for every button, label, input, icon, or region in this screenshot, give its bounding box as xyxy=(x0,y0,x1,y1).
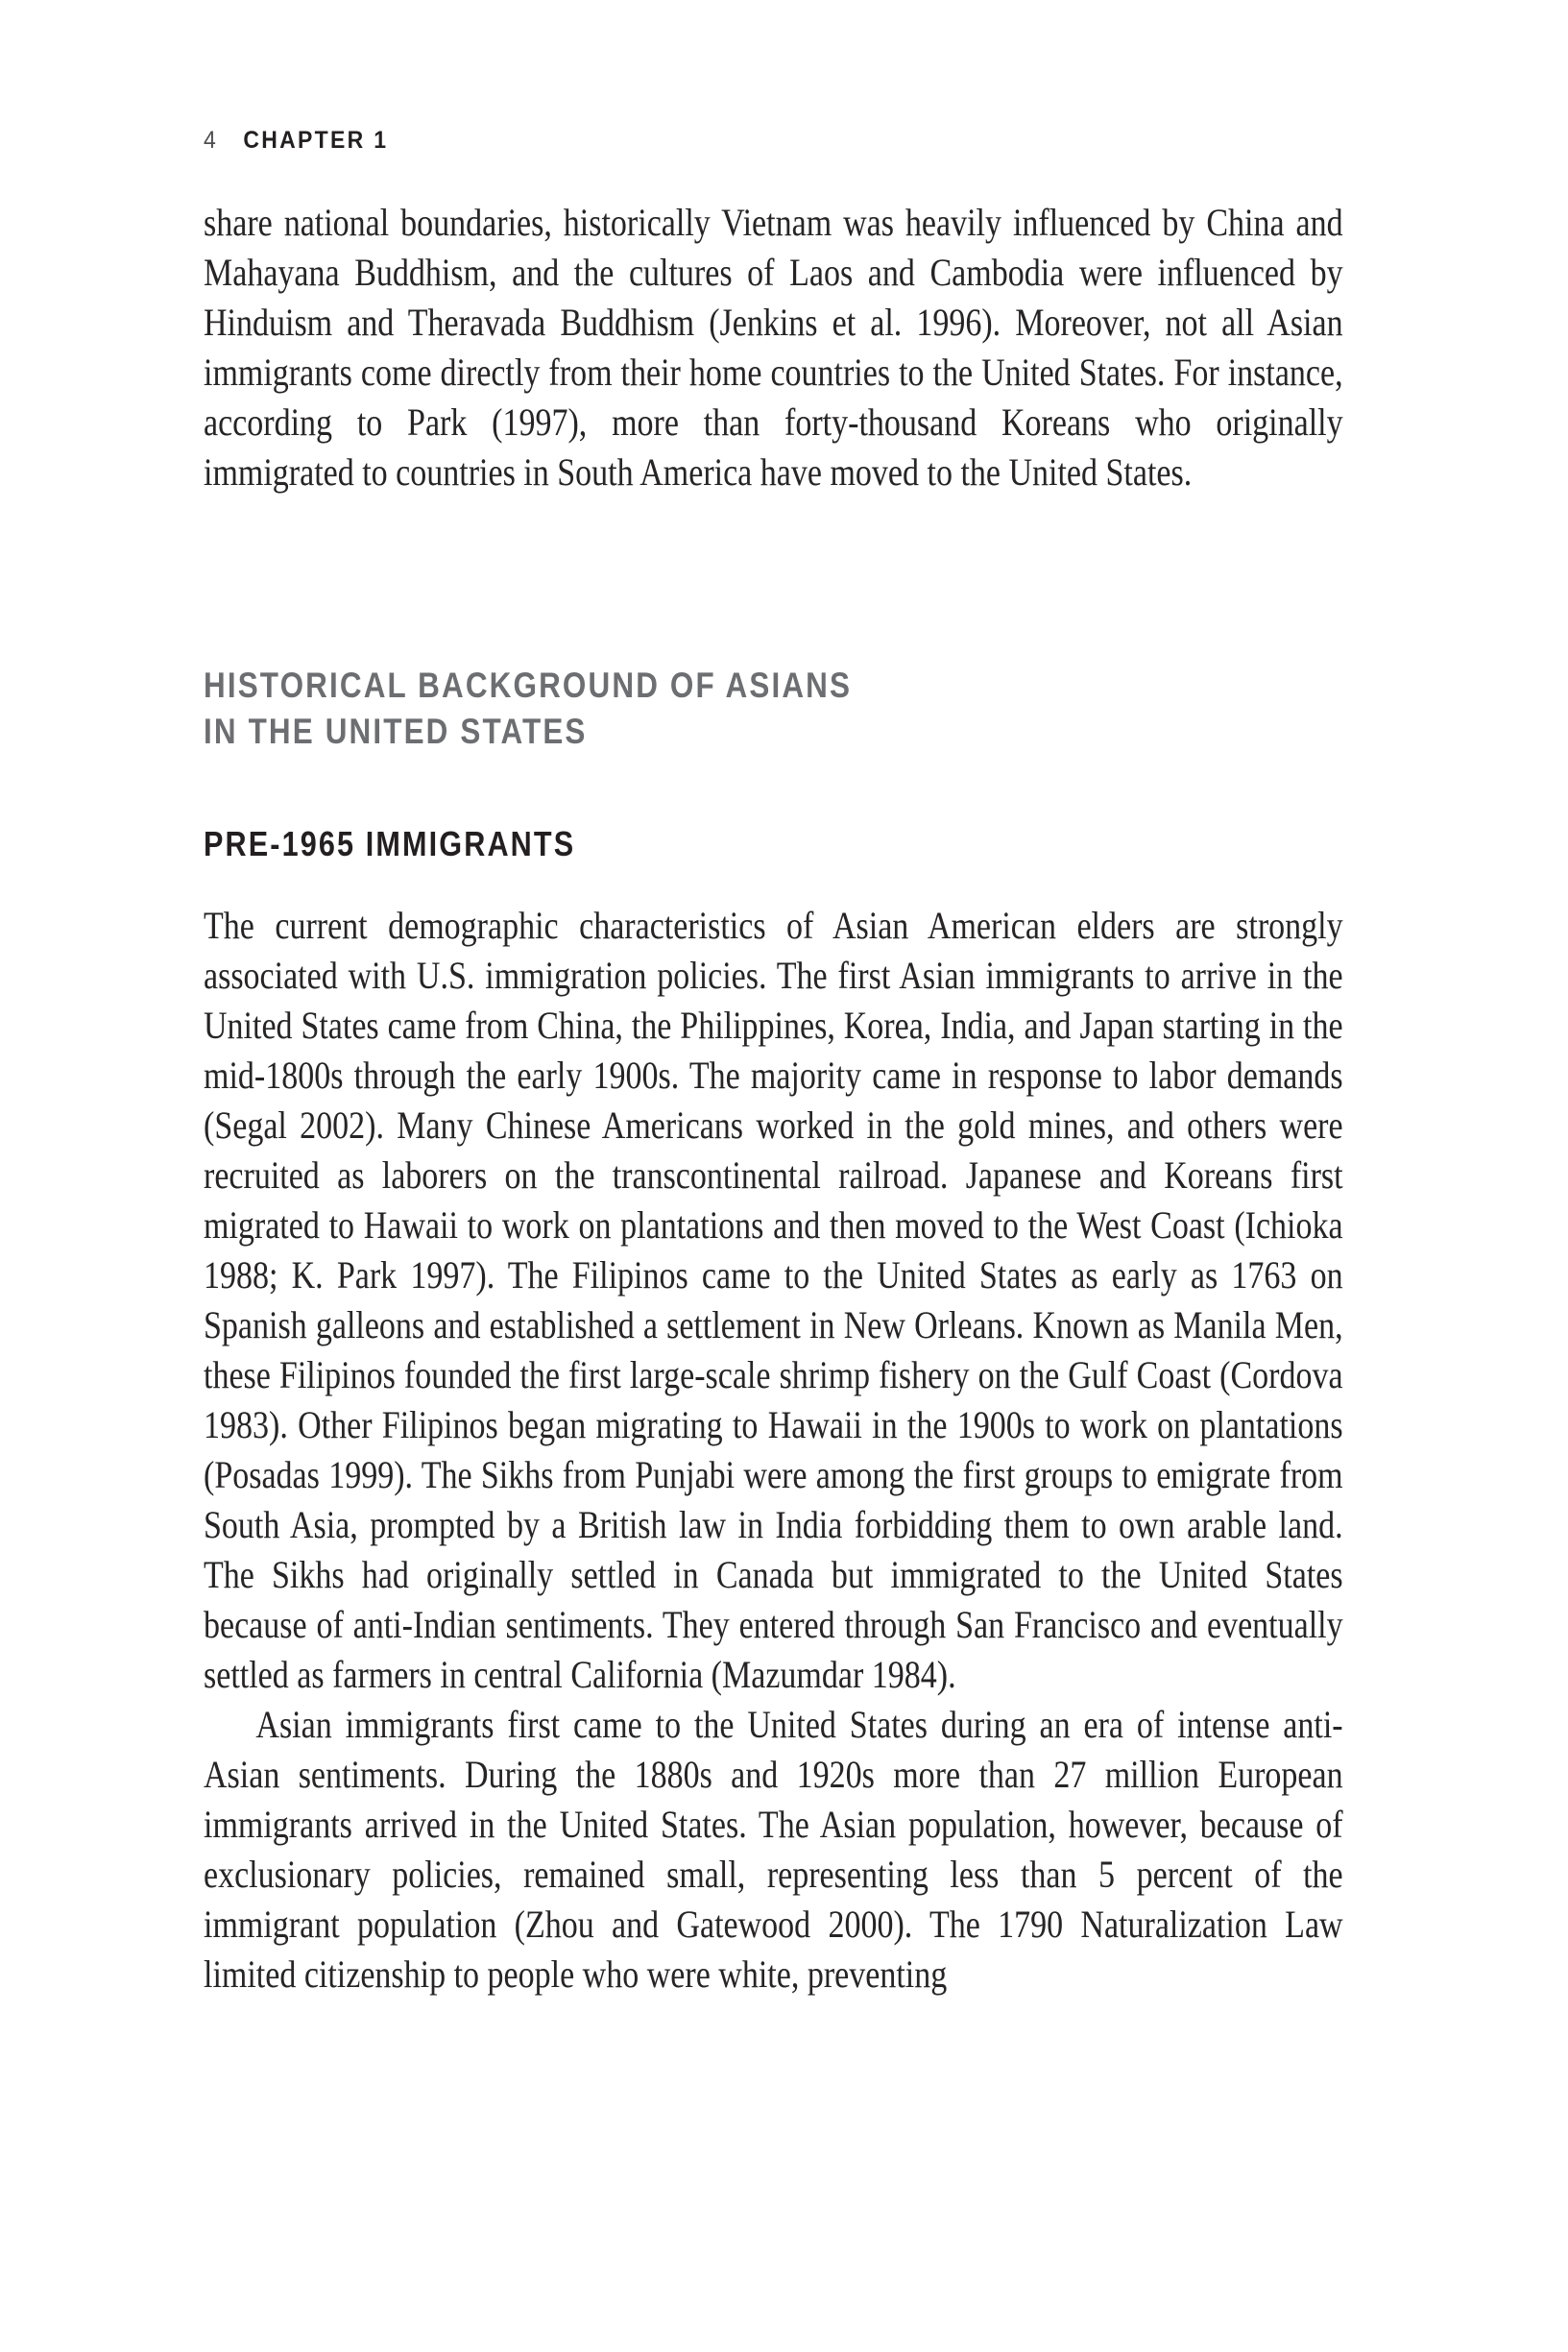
subsection-heading: PRE-1965 IMMIGRANTS xyxy=(204,824,576,863)
section-heading xyxy=(204,663,1265,755)
running-head xyxy=(204,127,388,155)
intro-paragraph-block xyxy=(204,198,1343,497)
chapter-label: CHAPTER 1 xyxy=(243,127,389,154)
section-heading-line2: IN THE UNITED STATES xyxy=(204,712,588,751)
intro-paragraph: share national boundaries, historically Vietnam was heavily influenced by China and Mahayana Buddhism, and the cultures of Laos and Cambodia were influenced by Hinduism and Theravada Buddhism (Jenkins et al. 1996). Moreover, not all Asian immigrants come directly from their home countries to the United States. For instance, according to Park (1997), more than forty-thousand Koreans who originally immigrated to countries in South America have moved to the United States. xyxy=(204,201,1343,494)
body-paragraph-2: Asian immigrants first came to the United States during an era of intense anti-Asian sentiments. During the 1880s and 1920s more than 27 million European immigrants arrived in the United States. The Asian population, however, because of exclusionary policies, remained small, representing less than 5 percent of the immigrant population (Zhou and Gatewood 2000). The 1790 Naturalization Law limited citizenship to people who were white, preventing xyxy=(204,1703,1343,1996)
section-body-block xyxy=(204,901,1343,2000)
body-paragraph-1: The current demographic characteristics of Asian American elders are strongly associated with U.S. immigration policies. The first Asian immigrants to arrive in the United States came from China, the Philippines, Korea, India, and Japan starting in the mid-1800s through the early 1900s. The majority came in response to labor demands (Segal 2002). Many Chinese Americans worked in the gold mines, and others were recruited as laborers on the transcontinental railroad. Japanese and Koreans first migrated to Hawaii to work on plantations and then moved to the West Coast (Ichioka 1988; K. Park 1997). The Filipinos came to the United States as early as 1763 on Spanish galleons and established a settlement in New Orleans. Known as Manila Men, these Filipinos founded the first large-scale shrimp fishery on the Gulf Coast (Cordova 1983). Other Filipinos began migrating to Hawaii in the 1900s to work on plantations (Posadas 1999). The Sikhs from Punjabi were among the first groups to emigrate from South Asia, prompted by a British law in India forbidding them to own arable land. The Sikhs had originally settled in Canada but immigrated to the United States because of anti-Indian sentiments. They entered through San Francisco and eventually settled as farmers in central California (Mazumdar 1984). xyxy=(204,904,1343,1696)
section-heading-line1: HISTORICAL BACKGROUND OF ASIANS xyxy=(204,666,853,705)
page-number: 4 xyxy=(204,127,217,154)
